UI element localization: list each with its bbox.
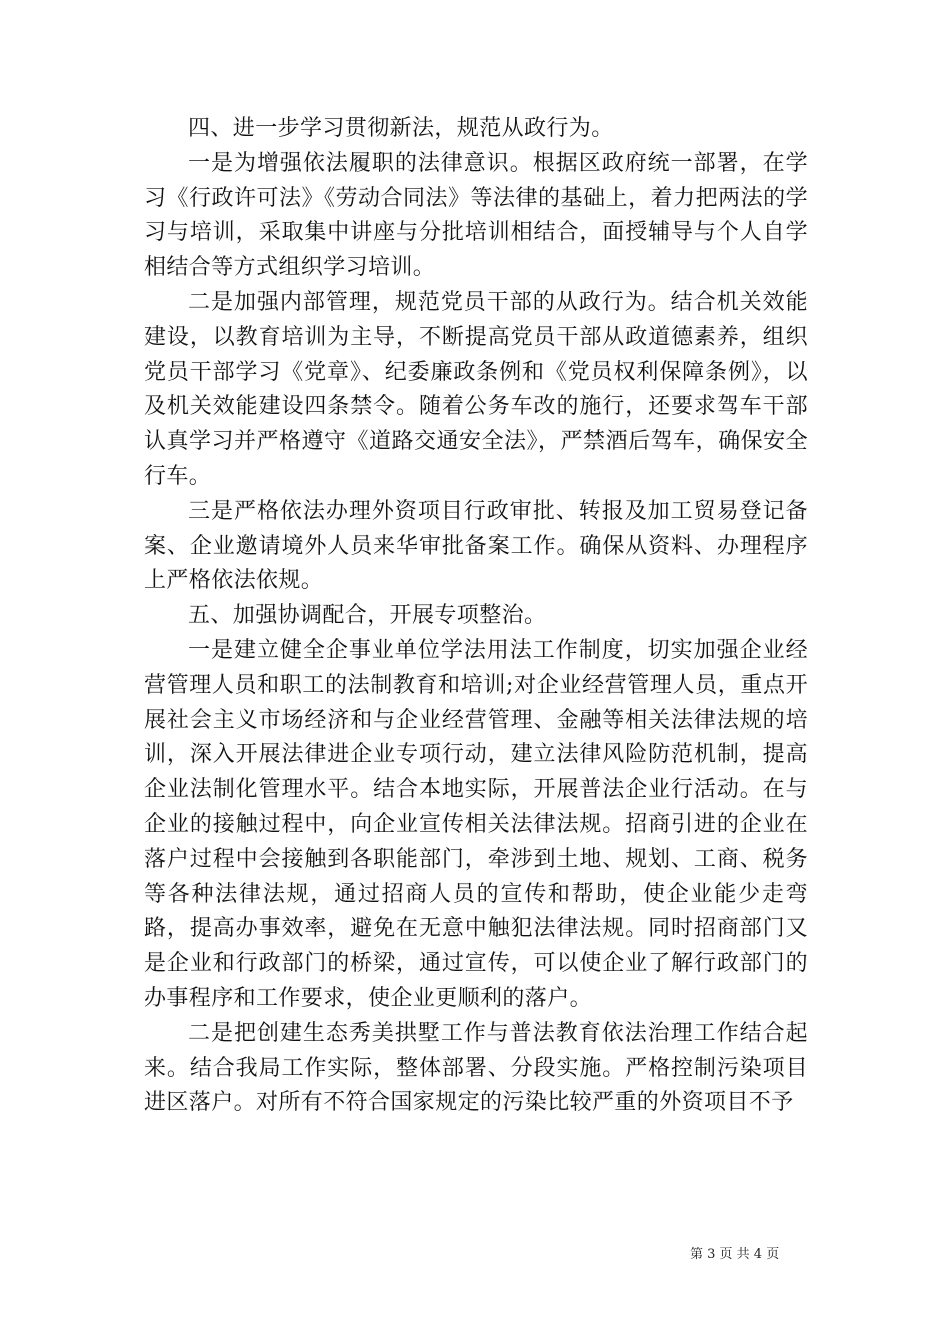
page-number-footer: 第 3 页 共 4 页 [690,1247,780,1262]
section-heading-four: 四、进一步学习贯彻新法，规范从政行为。 [188,116,614,141]
body-paragraph: 一是建立健全企事业单位学法用法工作制度，切实加强企业经营管理人员和职工的法制教育和培训;对企业经营管理人员，重点开展社会主义市场经济和与企业经营管理、金融等相关法律法规的培训，深入开展法律进企业专项行动，建立法律风险防范机制，提高企业法制化管理水平。结合本地实际，开展普法企业行活动。在与企业的接触过程中，向企业宣传相关法律法规。招商引进的企业在落户过程中会接触到各职能部门，牵涉到土地、规划、工商、税务等各种法律法规，通过招商人员的宣传和帮助，使企业能少走弯路，提高办事效率，避免在无意中触犯法律法规。同时招商部门又是企业和行政部门的桥梁，通过宣传，可以使企业了解行政部门的办事程序和工作要求，使企业更顺利的落户。 [144,637,808,1011]
body-paragraph: 三是严格依法办理外资项目行政审批、转报及加工贸易登记备案、企业邀请境外人员来华审批备案工作。确保从资料、办理程序上严格依法依规。 [144,498,808,594]
body-paragraph: 二是把创建生态秀美拱墅工作与普法教育依法治理工作结合起来。结合我局工作实际，整体部署、分段实施。严格控制污染项目进区落户。对所有不符合国家规定的污染比较严重的外资项目不予 [144,1020,808,1116]
body-paragraph: 一是为增强依法履职的法律意识。根据区政府统一部署，在学习《行政许可法》《劳动合同法》等法律的基础上，着力把两法的学习与培训，采取集中讲座与分批培训相结合，面授辅导与个人自学相结合等方式组织学习培训。 [144,150,808,281]
body-paragraph: 二是加强内部管理，规范党员干部的从政行为。结合机关效能建设，以教育培训为主导，不断提高党员干部从政道德素养，组织党员干部学习《党章》、纪委廉政条例和《党员权利保障条例》，以及机关效能建设四条禁令。随着公务车改的施行，还要求驾车干部认真学习并严格遵守《道路交通安全法》，严禁酒后驾车，确保安全行车。 [144,289,808,489]
section-heading-five: 五、加强协调配合，开展专项整治。 [188,603,547,629]
document-body [144,112,808,1121]
